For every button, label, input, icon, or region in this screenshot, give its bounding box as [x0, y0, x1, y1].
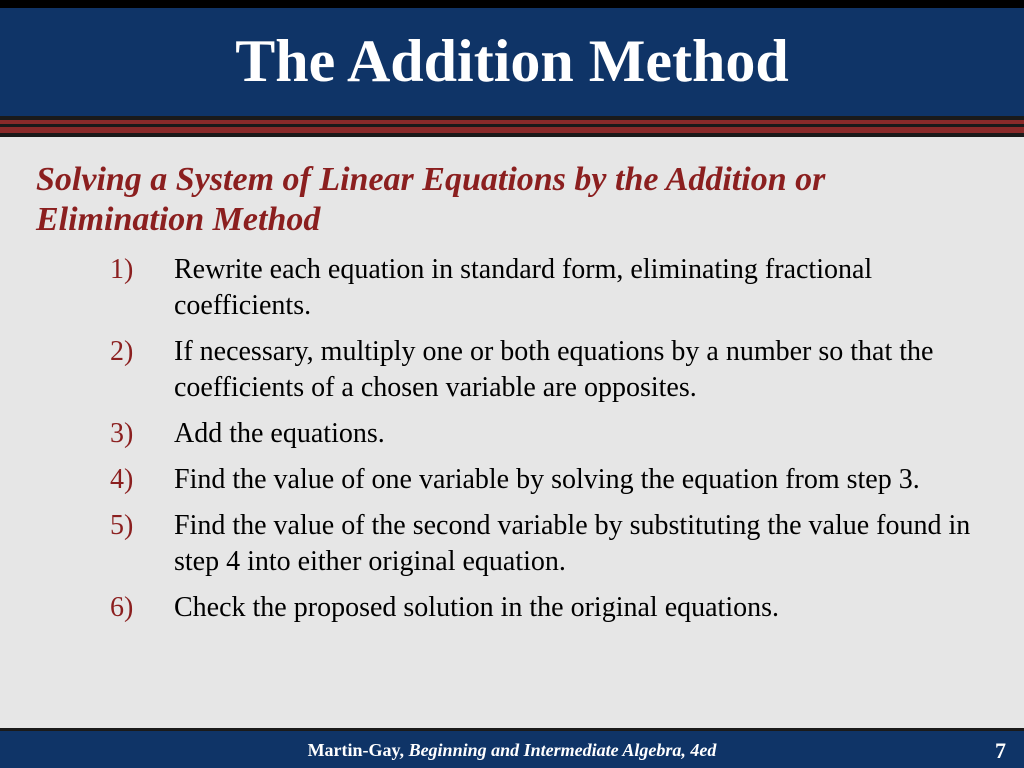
footer-book-title: Beginning and Intermediate Algebra, 4ed — [408, 740, 717, 760]
list-item — [110, 252, 1000, 324]
step-number: 4) — [110, 464, 134, 495]
step-text: Find the value of one variable by solving the equation from step 3. — [174, 464, 920, 495]
list-item — [110, 508, 1000, 580]
title-bar — [0, 8, 1024, 116]
footer-author: Martin-Gay, — [307, 740, 405, 760]
step-text: Check the proposed solution in the original equations. — [174, 592, 780, 623]
step-number: 5) — [110, 510, 134, 541]
footer-credit — [0, 740, 1024, 761]
footer-bar — [0, 735, 1024, 768]
slide-subtitle: Solving a System of Linear Equations by the Addition or Elimination Method — [36, 161, 826, 238]
page-number: 7 — [995, 738, 1006, 763]
step-text: Rewrite each equation in standard form, eliminating fractional coefficients. — [174, 254, 873, 321]
list-item — [110, 462, 1000, 498]
step-number: 1) — [110, 254, 134, 285]
step-text: If necessary, multiply one or both equations by a number so that the coefficients of a chosen variable are opposites. — [174, 336, 934, 403]
step-text: Find the value of the second variable by substituting the value found in step 4 into either original equation. — [174, 510, 971, 577]
step-number: 6) — [110, 592, 134, 623]
slide-title: The Addition Method — [235, 27, 789, 94]
list-item — [110, 590, 1000, 626]
list-item — [110, 334, 1000, 406]
step-number: 2) — [110, 336, 134, 367]
step-text: Add the equations. — [174, 418, 385, 449]
steps-list — [110, 252, 1000, 636]
list-item — [110, 416, 1000, 452]
title-underline-dark — [0, 133, 1024, 137]
top-border — [0, 0, 1024, 8]
step-number: 3) — [110, 418, 134, 449]
